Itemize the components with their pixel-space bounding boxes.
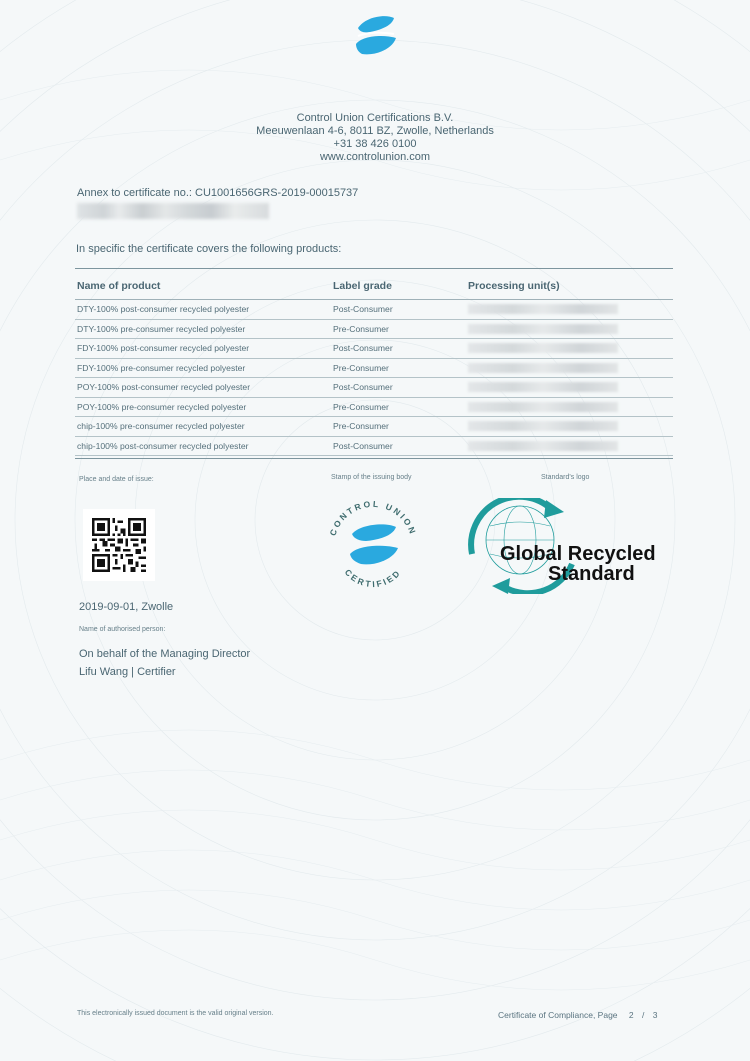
header-processing-unit: Processing unit(s) [468,280,560,292]
standard-logo-label: Standard's logo [541,474,590,481]
header-label-grade: Label grade [333,280,392,292]
redacted-processing-unit [468,304,618,314]
table-row [75,378,673,398]
table-row [75,437,673,457]
table-row [75,300,673,320]
product-name: DTY-100% pre-consumer recycled polyester [77,323,246,334]
issuer-phone: +31 38 426 0100 [333,138,417,150]
redacted-processing-unit [468,343,618,353]
grs-line1: Global Recycled [500,543,656,565]
label-grade: Post-Consumer [333,382,393,392]
stamp-top-text: CONTROL UNION [327,498,419,538]
table-header [75,269,673,300]
product-name: FDY-100% post-consumer recycled polyester [77,343,250,353]
redacted-company-name [77,203,269,219]
table-row [75,359,673,379]
product-name: POY-100% post-consumer recycled polyester [77,382,251,392]
product-name: FDY-100% pre-consumer recycled polyester [77,362,246,373]
redacted-processing-unit [468,441,618,451]
product-name: chip-100% post-consumer recycled polyester [77,440,249,451]
qr-code-icon [92,518,146,572]
label-grade: Post-Consumer [333,343,393,353]
current-page: 2 [628,1010,634,1020]
issuer-address: Meeuwenlaan 4-6, 8011 BZ, Zwolle, Netherlands [256,125,494,137]
products-intro: In specific the certificate covers the following products: [76,243,342,255]
document-type: Certificate of Compliance, Page [498,1010,618,1020]
label-grade: Pre-Consumer [333,401,389,412]
table-row [75,320,673,340]
redacted-processing-unit [468,324,618,334]
total-pages: 3 [652,1010,658,1020]
label-grade: Post-Consumer [333,304,393,314]
global-recycled-standard-logo [462,498,674,594]
label-grade: Pre-Consumer [333,323,389,334]
product-name: chip-100% pre-consumer recycled polyester [77,421,245,431]
product-name: DTY-100% post-consumer recycled polyester [77,304,250,314]
issuer-website: www.controlunion.com [319,151,431,163]
issue-date: 2019-09-01, Zwolle [79,601,174,613]
authorised-person-label: Name of authorised person: [79,626,166,633]
page-indicator [498,1010,658,1020]
table-bottom-rule [75,458,673,459]
qr-code[interactable] [83,509,155,581]
header-product: Name of product [77,280,161,292]
stamp-label: Stamp of the issuing body [331,474,412,481]
table-row [75,398,673,418]
label-grade: Post-Consumer [333,440,393,451]
table-row [75,417,673,437]
label-grade: Pre-Consumer [333,421,389,431]
redacted-processing-unit [468,421,618,431]
redacted-processing-unit [468,402,618,412]
product-name: POY-100% pre-consumer recycled polyester [77,401,247,412]
signatory-role: On behalf of the Managing Director [79,648,251,660]
control-union-wave-logo [352,14,400,58]
page-separator: / [642,1010,645,1020]
label-grade: Pre-Consumer [333,362,389,373]
place-date-label: Place and date of issue: [79,476,154,483]
products-table [75,268,673,459]
svg-text:CERTIFIED [343,567,403,589]
control-union-certified-stamp [320,494,426,594]
validity-note: This electronically issued document is the valid original version. [77,1010,274,1017]
redacted-processing-unit [468,363,618,373]
issuer-name: Control Union Certifications B.V. [296,112,454,124]
annex-certificate-number: Annex to certificate no.: CU1001656GRS-2019-00015737 [77,187,359,199]
table-row [75,339,673,359]
grs-line2: Standard [548,563,635,585]
signatory-name: Lifu Wang | Certifier [79,666,176,678]
issuer-address-block [0,112,750,164]
stamp-bottom-text: CERTIFIED [342,567,404,590]
redacted-processing-unit [468,382,618,392]
